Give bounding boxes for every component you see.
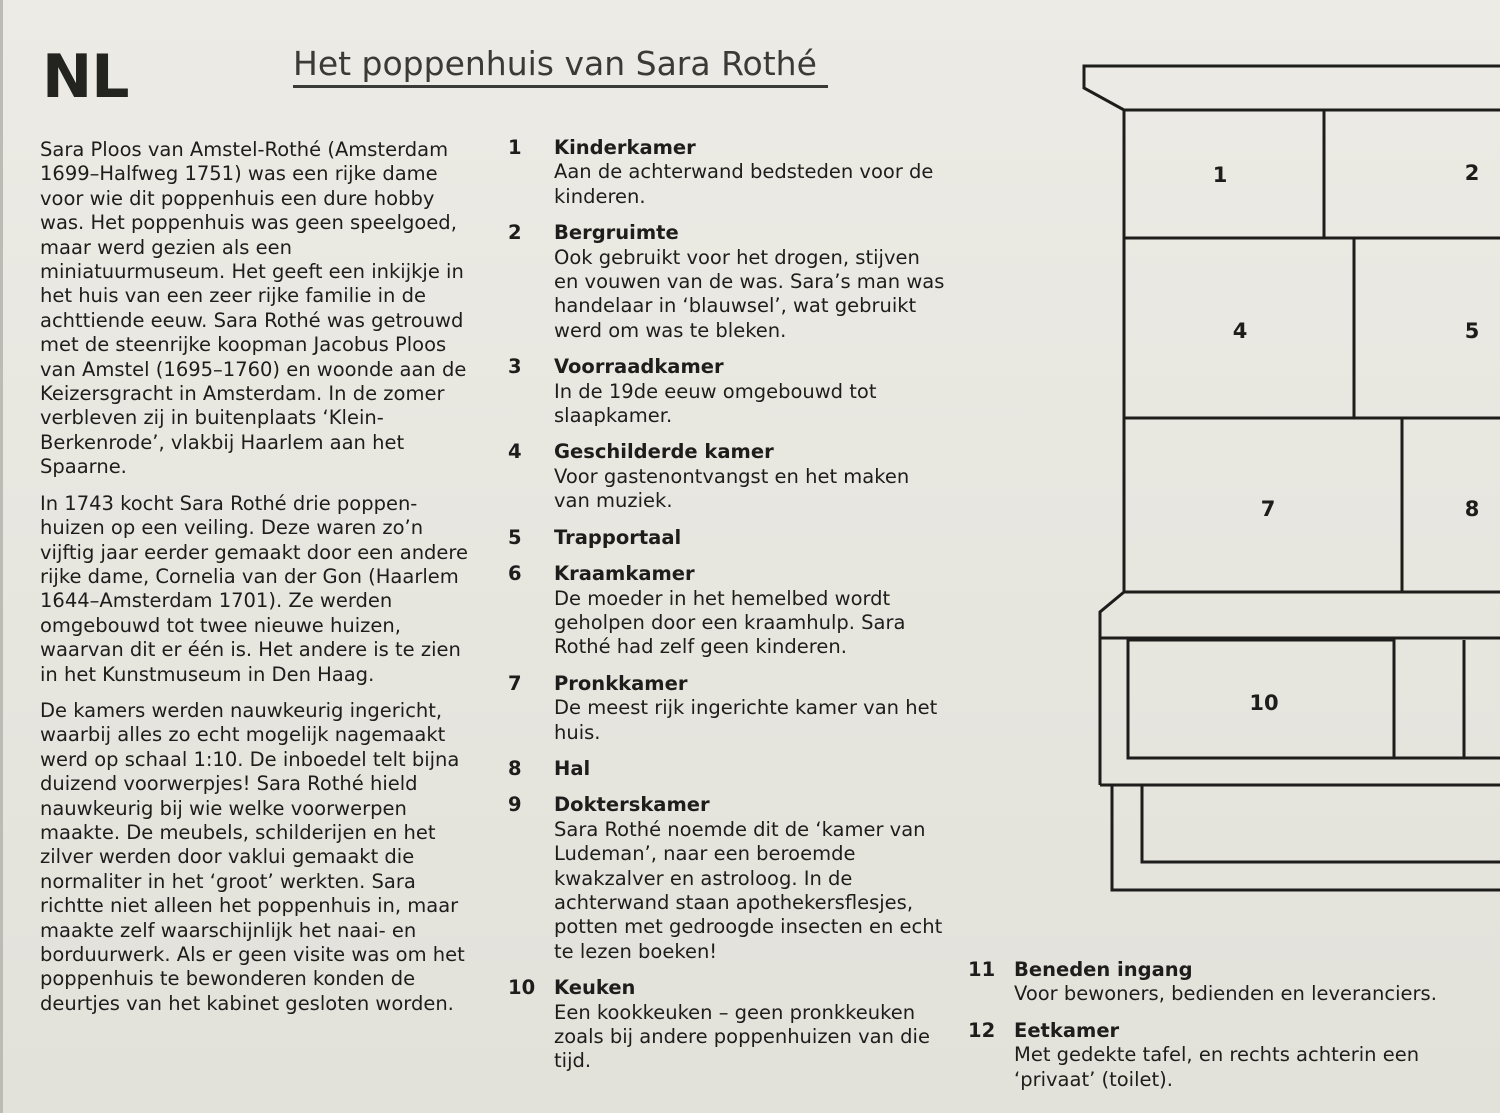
list-item: [968, 958, 1488, 1007]
plinth: [1112, 785, 1500, 890]
intro-paragraph: Sara Ploos van Amstel-Rothé (Amsterdam 1699–Halfweg 1751) was een rijke dame voor wie dit poppenhuis een dure hobby was. Het poppenhuis was geen speelgoed, maar werd gezien als een miniatuurmuseum. Het geeft een inkijkje in het huis van een zeer rijke familie in de achttiende eeuw. Sara Rothé was getrouwd met de steenrijke koopman Jacobus Ploos van Amstel (1695–1760) en woonde aan de Keizersgracht in Amsterdam. In de zomer verbleven zij in buitenplaats ‘Klein-Berkenrode’, vlakbij Haarlem aan het Spaarne.: [40, 138, 467, 479]
list-item: [508, 440, 948, 513]
list-item: [508, 976, 948, 1074]
room-list: [508, 136, 948, 1086]
list-item: [508, 221, 948, 343]
list-item: [508, 672, 948, 745]
room-label: 5: [1464, 319, 1480, 343]
room-name: Kinderkamer: [554, 136, 696, 159]
room-label: 7: [1260, 497, 1276, 521]
room-name: Voorraadkamer: [554, 355, 724, 379]
room-name: Beneden ingang: [1014, 958, 1193, 981]
room-description: Voor gastenontvangst en het maken van muziek.: [554, 464, 910, 513]
room-name: Hal: [554, 756, 591, 780]
list-item: [508, 136, 948, 209]
room-number: 2: [508, 221, 522, 245]
page-title: Het poppenhuis van Sara Rothé: [293, 44, 828, 88]
room-label: 10: [1249, 691, 1279, 715]
room-name: Pronkkamer: [554, 671, 688, 695]
intro-paragraph: In 1743 kocht Sara Rothé drie poppen- huizen op een veiling. Deze waren zo’n vijftig jaar eerder gemaakt door een andere rijke dame, Cornelia van der Gon (Haarlem 1644–Amsterdam 1701). Ze werden omgebouwd tot twee nieuwe huizen, waarvan dit er één is. Het andere is te zien in het Kunstmuseum in Den Haag.: [40, 491, 469, 686]
room-name: Keuken: [554, 976, 636, 1000]
list-item: [508, 793, 948, 964]
room-number: 7: [508, 671, 522, 695]
list-item: [508, 526, 948, 550]
room-description: Voor bewoners, bedienden en leveranciers.: [1014, 982, 1437, 1006]
room-number: 4: [508, 440, 522, 464]
intro-paragraph: De kamers werden nauwkeurig ingericht, waarbij alles zo echt mogelijk nagemaakt werd op schaal 1:10. De inboedel telt bijna duizend voorwerpjes! Sara Rothé hield nauwkeurig bij wie welke voorwerpen maakte. De meubels, schilderijen en het zilver werden door vaklui gemaakt die normaliter in het ‘groot’ werkten. Sara richtte niet alleen het poppenhuis in, maar maakte zelf waarschijnlijk het naai- en borduurwerk. Als er geen visite was om het poppenhuis te bewonderen konden de deurtjes van het kabinet gesloten worden.: [40, 698, 465, 1015]
dollhouse-floor-plan: [1080, 60, 1500, 900]
intro-text: [40, 138, 480, 1028]
ledge: [1100, 592, 1500, 638]
room-number: 1: [508, 136, 522, 159]
room-label: 2: [1464, 161, 1480, 185]
room-label: 8: [1464, 497, 1480, 521]
room-label: 1: [1212, 163, 1228, 187]
room-number: 3: [508, 355, 522, 379]
room-number: 9: [508, 793, 522, 817]
room-number: 11: [968, 958, 996, 981]
room-number: 5: [508, 525, 522, 549]
room-description: Met gedekte tafel, en rechts achterin een ‘privaat’ (toilet).: [1014, 1043, 1420, 1091]
room-number: 10: [508, 976, 536, 1000]
room-description: Een kookkeuken – geen pronkkeuken zoals bij andere poppenhuizen van die tijd.: [554, 1000, 930, 1073]
room-name: Dokterskamer: [554, 793, 710, 817]
room-name: Geschilderde kamer: [554, 440, 774, 464]
room-description: De meest rijk ingerichte kamer van het huis.: [554, 696, 938, 744]
list-item: [508, 757, 948, 781]
room-name: Trapportaal: [554, 525, 682, 549]
floor-plan-drawing: [1080, 60, 1500, 900]
language-code: NL: [42, 42, 129, 112]
room-description: Aan de achterwand bedsteden voor de kinderen.: [554, 160, 934, 208]
room-name: Eetkamer: [1014, 1018, 1120, 1042]
room-description: De moeder in het hemelbed wordt geholpen door een kraamhulp. Sara Rothé had zelf geen kinderen.: [554, 586, 906, 659]
room-name: Bergruimte: [554, 221, 679, 245]
room-description: Sara Rothé noemde dit de ‘kamer van Ludeman’, naar een beroemde kwakzalver en astroloog. In de achterwand staan apothekersflesjes, potten met gedroogde insecten en echt te lezen boeken!: [554, 817, 943, 963]
list-item: [968, 1019, 1488, 1092]
room-list-lower: [968, 958, 1488, 1104]
room-description: In de 19de eeuw omgebouwd tot slaapkamer.: [554, 379, 877, 428]
room-number: 8: [508, 756, 522, 780]
room-number: 6: [508, 562, 522, 586]
list-item: [508, 355, 948, 428]
room-description: Ook gebruikt voor het drogen, stijven en vouwen van de was. Sara’s man was handelaar in ‘blauwsel’, wat gebruikt werd om was te bleken.: [554, 245, 945, 342]
room-name: Kraamkamer: [554, 562, 695, 586]
room-number: 12: [968, 1018, 996, 1042]
list-item: [508, 562, 948, 660]
cornice: [1084, 66, 1500, 110]
room-label: 4: [1232, 319, 1248, 343]
